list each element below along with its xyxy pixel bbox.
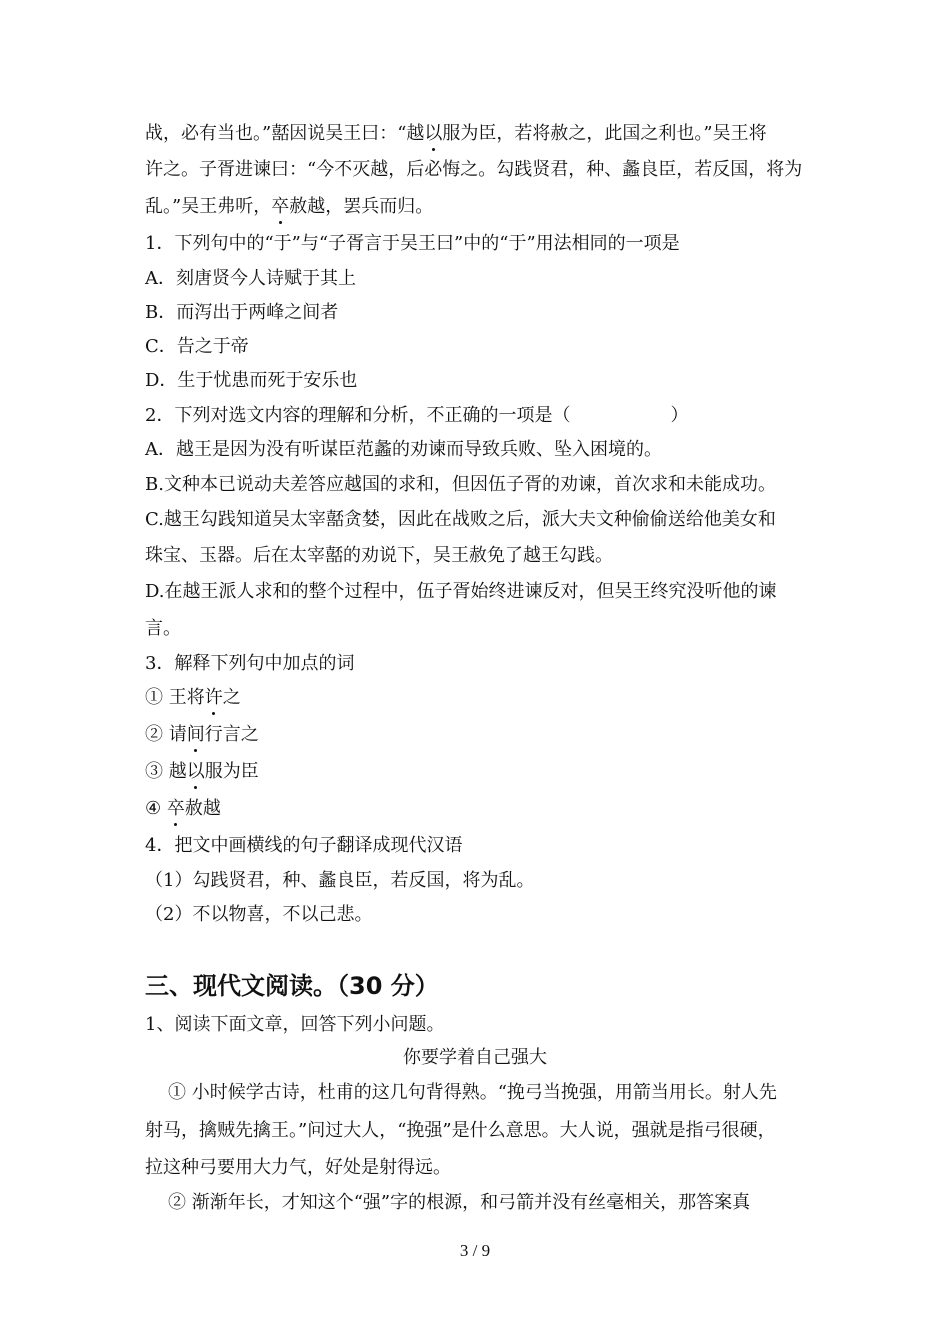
- passage-line-2: 许之。子胥进谏曰：“今不灭越，后必悔之。勾践贤君，种、蠡良臣，若反国，将为: [145, 159, 803, 180]
- article-paragraph-1-line-2: 射马，擒贼先擒王。”问过大人，“挽强”是什么意思。大人说，强就是指弓很硬，: [145, 1120, 776, 1141]
- page-number: 3 / 9: [459, 1241, 491, 1260]
- passage-line-1: 战，必有当也。”嚭因说吴王曰：“越以服为臣，若将赦之，此国之利也。”吴王将: [145, 123, 767, 144]
- question-1-option-c: C．告之于帝: [145, 336, 249, 357]
- article-paragraph-2-line-1: ② 渐渐年长，才知这个“强”字的根源，和弓箭并没有丝毫相关，那答案真: [168, 1192, 751, 1213]
- emphasis-dot-char: 以: [186, 761, 205, 782]
- question-2-option-c-line-2: 珠宝、玉器。后在太宰嚭的劝说下，吴王赦免了越王勾践。: [145, 545, 613, 566]
- question-1-option-a: A．刻唐贤今人诗赋于其上: [145, 268, 356, 289]
- question-3-item-4: ④ 卒赦越: [145, 798, 221, 819]
- question-3-item-2: ② 请间行言之: [145, 724, 259, 745]
- question-2-option-d-line-1: D.在越王派人求和的整个过程中，伍子胥始终进谏反对，但吴王终究没听他的谏: [145, 581, 777, 602]
- question-1-option-b: B．而泻出于两峰之间者: [145, 302, 339, 323]
- emphasis-dot-char: 间: [186, 724, 205, 745]
- article-title: 你要学着自己强大: [403, 1047, 547, 1068]
- question-1-stem: 1．下列句中的“于”与“子胥言于吴王曰”中的“于”用法相同的一项是: [145, 233, 680, 254]
- article-paragraph-1-line-1: ① 小时候学古诗，杜甫的这几句背得熟。“挽弓当挽强，用箭当用长。射人先: [168, 1082, 777, 1103]
- passage-line-3: 乱。”吴王弗听，卒赦越，罢兵而归。: [145, 196, 434, 217]
- emphasis-dot-char: 以: [424, 123, 443, 144]
- reading-instruction: 1、阅读下面文章，回答下列小问题。: [145, 1014, 445, 1035]
- section-heading: 三、现代文阅读。（30 分）: [145, 972, 439, 1000]
- emphasis-dot-char: 卒: [271, 196, 290, 217]
- question-2-option-c-line-1: C.越王勾践知道吴太宰嚭贪婪，因此在战败之后，派大夫文种偷偷送给他美女和: [145, 509, 776, 530]
- emphasis-dot-char: 许: [204, 687, 223, 708]
- question-4-item-2: （2）不以物喜，不以己悲。: [145, 904, 373, 925]
- question-2-option-d-line-2: 言。: [145, 618, 181, 639]
- question-2-option-b: B.文种本已说动夫差答应越国的求和，但因伍子胥的劝谏，首次求和未能成功。: [145, 474, 776, 495]
- article-paragraph-1-line-3: 拉这种弓要用大力气，好处是射得远。: [145, 1157, 451, 1178]
- question-2-stem: 2．下列对选文内容的理解和分析，不正确的一项是（ ）: [145, 405, 689, 426]
- question-3-item-3: ③ 越以服为臣: [145, 761, 259, 782]
- question-2-option-a: A．越王是因为没有听谋臣范蠡的劝谏而导致兵败、坠入困境的。: [145, 439, 662, 460]
- emphasis-dot-char: 卒: [166, 798, 185, 819]
- question-4-item-1: （1）勾践贤君，种、蠡良臣，若反国，将为乱。: [145, 870, 535, 891]
- question-3-item-1: ① 王将许之: [145, 687, 241, 708]
- question-1-option-d: D．生于忧患而死于安乐也: [145, 370, 358, 391]
- question-4-stem: 4．把文中画横线的句子翻译成现代汉语: [145, 835, 463, 856]
- question-3-stem: 3．解释下列句中加点的词: [145, 653, 355, 674]
